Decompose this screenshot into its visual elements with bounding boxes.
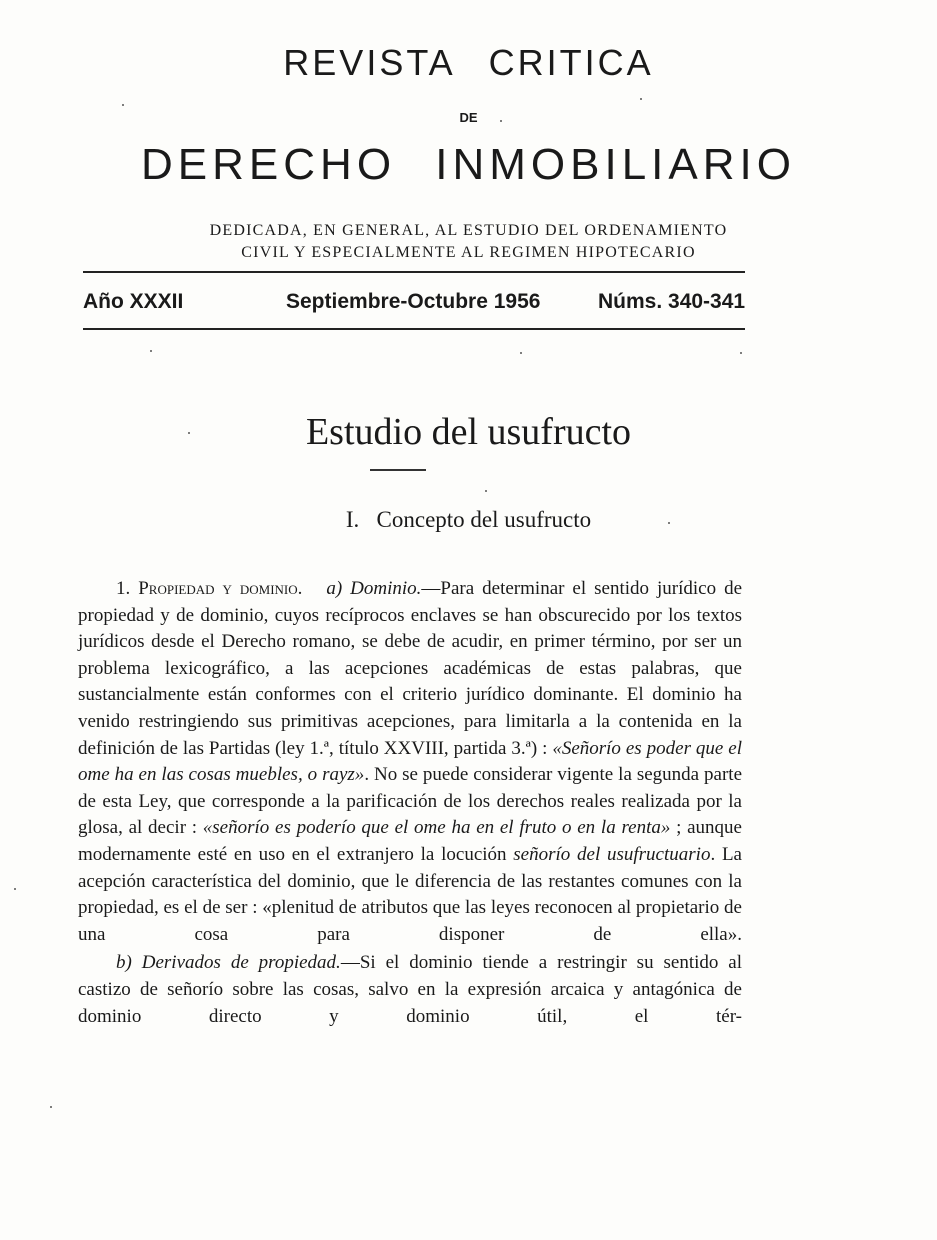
dedication-line1: DEDICADA, EN GENERAL, AL ESTUDIO DEL ORDENAMIENTO bbox=[209, 222, 728, 239]
subsection-letter-b: b) bbox=[116, 952, 132, 974]
paragraph-1 bbox=[78, 576, 742, 948]
article-body bbox=[78, 576, 742, 1030]
issue-numbers: Núms. 340-341 bbox=[598, 290, 746, 313]
scan-speck bbox=[150, 350, 152, 352]
subsection-title-a: Dominio. bbox=[350, 578, 422, 599]
journal-title-line1: REVISTA CRITICA bbox=[283, 42, 654, 83]
scan-speck bbox=[122, 104, 124, 106]
subsection-title-b: Derivados de propiedad. bbox=[141, 952, 341, 974]
journal-title-de: DE bbox=[459, 110, 478, 125]
title-divider bbox=[370, 469, 426, 471]
scan-speck bbox=[14, 888, 16, 890]
scan-speck bbox=[640, 98, 642, 100]
article-title: Estudio del usufructo bbox=[305, 411, 632, 453]
paragraph-2 bbox=[78, 950, 742, 1030]
journal-title-line2: DERECHO INMOBILIARIO bbox=[141, 140, 796, 189]
issue-date: Septiembre-Octubre 1956 bbox=[286, 290, 541, 313]
section-title: Concepto del usufructo bbox=[376, 507, 592, 532]
paragraph-heading: Propiedad y dominio. bbox=[138, 578, 303, 599]
scan-speck bbox=[520, 352, 522, 354]
quote-glosa: «señorío es poderío que el ome ha en el fruto o en la renta» bbox=[202, 817, 671, 839]
scan-speck bbox=[50, 1106, 52, 1108]
scan-speck bbox=[485, 490, 487, 492]
paragraph-1-text-c: ; aunque modernamente esté en uso en el extranjero la locución bbox=[78, 817, 742, 865]
header-rule-top bbox=[83, 271, 745, 273]
paragraph-1-text-b: . No se puede considerar vigente la segunda parte de esta Ley, que corresponde a la parificación de los derechos reales realizada por la glosa, al decir : bbox=[78, 764, 742, 839]
paragraph-number: 1. bbox=[116, 578, 131, 599]
quote-usufructuario: señorío del usufructuario bbox=[513, 843, 711, 865]
quote-partidas: «Señorío es poder que el ome ha en las cosas muebles, o rayz» bbox=[78, 737, 743, 786]
issue-year: Año XXXII bbox=[83, 290, 184, 313]
scan-speck bbox=[500, 120, 502, 122]
section-heading bbox=[0, 507, 937, 533]
section-number: I. bbox=[345, 507, 360, 532]
header-rule-bottom bbox=[83, 328, 745, 330]
paragraph-1-text-d: . La acepción característica del dominio, que le diferencia de las restantes comunes con la propiedad, es el de ser : «plenitud de atributos que las leyes reconocen al propietario de una cosa para disponer de ella». bbox=[78, 843, 742, 945]
paragraph-2-text: —Si el dominio tiende a restringir su sentido al castizo de señorío sobre las cosas, salvo en la expresión arcaica y antagónica de dominio directo y dominio útil, el tér- bbox=[78, 952, 742, 1027]
dedication-line2: CIVIL Y ESPECIALMENTE AL REGIMEN HIPOTECARIO bbox=[241, 244, 696, 261]
scan-speck bbox=[188, 432, 190, 434]
subsection-letter-a: a) bbox=[326, 578, 343, 599]
scan-speck bbox=[740, 352, 742, 354]
paragraph-1-text-a: —Para determinar el sentido jurídico de propiedad y de dominio, cuyos recíprocos enclaves se han obscurecido por los textos jurídicos desde el Derecho romano, se debe de acudir, en primer término, por ser un problema lexicográfico, a las acepciones académicas de estas palabras, que sustancialmente están conformes con el criterio jurídico dominante. El dominio ha venido restringiendo sus primitivas acepciones, para limitarla a la contenida en la definición de las Partidas (ley 1.ª, título XXVIII, partida 3.ª) : bbox=[78, 578, 743, 759]
scan-speck bbox=[668, 522, 670, 524]
